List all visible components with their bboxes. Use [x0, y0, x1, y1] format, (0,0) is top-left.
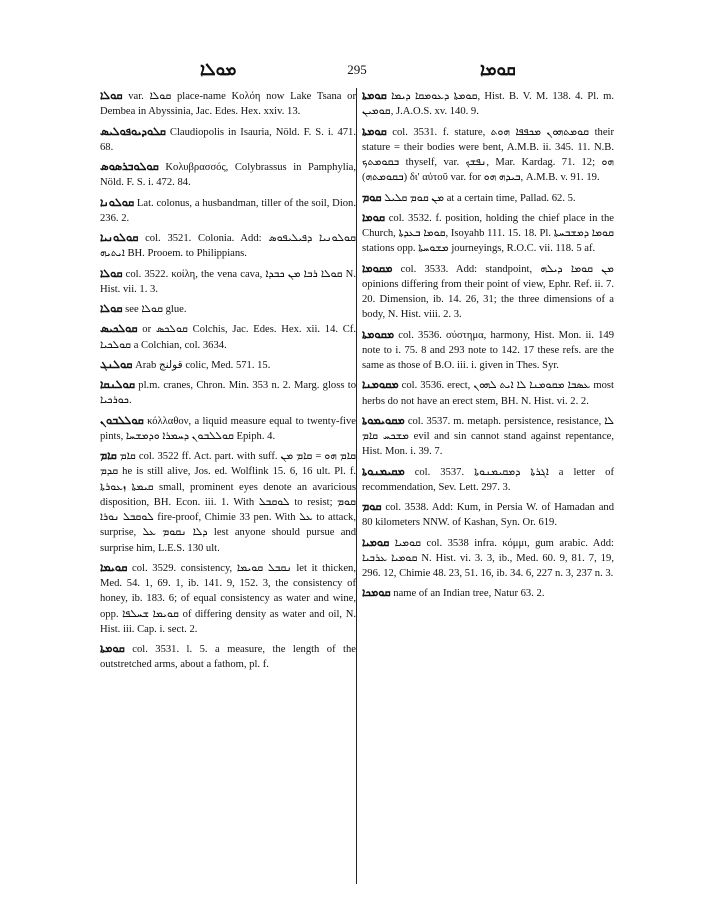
- entry: [100, 195, 356, 227]
- entry-text: col. 3532. f. position, holding the chief place in the Church, ܩܘܡܐ ܒܥܕܬܐ, Isoyahb 111. 15. 18. Pl. ܩܘܡܐ ܕܡܫܒܚܬܐ stations opp. ܡܫܘܚܬܐ journeyings, R.O.C. vii. 118. 5 af.: [362, 212, 615, 255]
- entry-headword: ܩܘܠܟܝܣ: [100, 322, 138, 336]
- entry-headword: ܩܘܡܬܐ: [100, 642, 125, 655]
- entry: [362, 261, 614, 323]
- entry-text: col. 3538. Add: Kum, in Persia W. of Hamadan and 80 kilometers NNW. of Kashan, Syn. Or. 619.: [362, 502, 614, 529]
- entry-text: ܩܘܡܝܐ col. 3538 infra. κόμμι, gum arabic. Add: ܩܘܡܝܐ ܥܪܒܝܐ N. Hist. vi. 3. 3, ib., Med. 60. 9, 81. 7, 19, 296. 12, Chimie 48. 23, 51. 16, ib. 34. 6, 227 n. 3, 237 n. 3.: [362, 537, 614, 579]
- page-number: 295: [347, 62, 367, 77]
- left-column: [100, 88, 356, 677]
- entry-headword: ܩܐܡ: [100, 449, 117, 462]
- entry: [100, 357, 356, 373]
- entry: [362, 464, 614, 496]
- entry: [362, 413, 614, 460]
- entry-text: ܩܘܡܬܐ ܕܥܘܡܩܐ ܕܝܡܐ, Hist. B. V. M. 138. 4. Pl. m. ܩܘܡܝܢ, J.A.O.S. xv. 140. 9.: [362, 91, 614, 118]
- entry: [362, 499, 614, 531]
- entry: [100, 641, 356, 673]
- entry-headword: ܡܩܘܝܡܘܬܐ: [362, 413, 405, 427]
- entry-headword: ܩܘܠܠܒܘܢ: [100, 413, 144, 427]
- entry-text: col. 3531. l. 5. a measure, the length of the outstretched arms, about a fathom, pl. f.: [100, 644, 356, 671]
- entry: [362, 124, 614, 186]
- entry-text: col. 3522. κοίλη, the vena cava, ܩܘܠܐ ܪܒܐ ܡܢ ܟܒܕܐ N. Hist. vii. 1. 3.: [100, 268, 356, 295]
- entry-headword: ܩܘܡܬܐ: [362, 89, 387, 102]
- entry: [362, 88, 614, 120]
- entry: [362, 377, 614, 409]
- column-divider: [356, 88, 357, 884]
- entry: [100, 301, 356, 317]
- entry: [100, 230, 356, 262]
- entry-headword: ܩܘܠܐ: [100, 266, 123, 280]
- entry-text: col. 3531. f. stature, ܩܘܡܬܗܘܢ ܡܟܦܦܐ ܗܘܬ their stature = their bodies were bent, A.M.B. ii. 345. 11. N.B. ܒܩܘܡܬܟ thyself, var. ܢܦܫܟ, Mar. Kardag. 71. 12; ܗܘ (ܒܩܘܡܬܗ) δι' αὐτοῦ var. for ܒܝܕܗ ܗܘ, A.M.B. v. 91. 19.: [362, 126, 614, 184]
- entry: [100, 413, 356, 445]
- entry-text: ܡܢ ܩܘܡ ܩܠܝܠ at a certain time, Pallad. 62. 5.: [384, 192, 576, 204]
- entry-headword: ܩܠܘܕܝܘܦܘܠܝܣ: [100, 124, 166, 138]
- entry-text: κόλλαθον, a liquid measure equal to twenty-five pints, ܩܘܠܠܒܘܢ ܕܚܡܪܐ ܘܕܡܫܚܐ Epiph. 4.: [100, 415, 356, 442]
- entry-text: var. ܩܘܠܐ place-name Κολόη now Lake Tsana or Dembea in Abyssinia, Jac. Edes. Hex. xxiv. 13.: [100, 91, 357, 118]
- entry-headword: ܩܘܝܡܐ: [100, 560, 128, 574]
- entry: [100, 159, 356, 191]
- entry: [100, 377, 356, 409]
- entry-headword: ܩܘܠܘܒܪܣܘܣ: [100, 160, 159, 173]
- entry-headword: ܩܘܡܟܐ: [362, 586, 391, 600]
- entry-text: col. 3536. erect, ܥܣܒܐ ܡܩܘܡܢܐ ܠܐ ܐܝܬ ܠܗܘܢ most herbs do not have an erect stem, BH. N. Hist. vi. 2. 2.: [362, 380, 614, 407]
- entry-text: or ܩܘܠܟܣ Colchis, Jac. Edes. Hex. xii. 14. Cf. ܩܘܠܟܝܐ a Colchian, col. 3634.: [100, 324, 356, 351]
- entry-headword: ܩܘܠܘܢܝܐ: [100, 231, 139, 244]
- entry: [100, 560, 356, 637]
- entry-headword: ܩܘܡܝܐ: [362, 535, 390, 549]
- entry: [362, 190, 614, 206]
- entry: [100, 321, 356, 353]
- entry-headword: ܩܘܠܢܓ: [100, 357, 133, 371]
- entry-text: col. 3533. Add: standpoint, ܡܢ ܩܘܡܐ ܕܝܠܗ opinions differing from their point of view, Ephr. Ref. ii. 7. 20. Dimension, ib. 14. 26, 31; the three dimensions of a body, N. Hist. viii. 2. 3.: [362, 263, 614, 321]
- entry-text: pl.m. cranes, Chron. Min. 353 n. 2. Marg. gloss to ܟܘܪܟܝܐ.: [100, 380, 356, 407]
- entry-headword: ܡܩܝܡܢܘܬܐ: [362, 464, 405, 478]
- entry: [362, 210, 614, 257]
- header-right-word: ܩܘܡܐ: [480, 60, 516, 80]
- entry-text: col. 3537. m. metaph. persistence, resistance, ܠܐ ܡܫܟܚ ܩܐܡ evil and sin cannot stand against repentance, Hist. Mon. i. 39. 7.: [362, 415, 614, 458]
- entry: [100, 124, 356, 156]
- entry-headword: ܩܘܡ: [362, 190, 382, 204]
- entry-headword: ܩܘܠܢܩܐ: [100, 378, 135, 391]
- entry-text: ܩܐܡ col. 3522 ff. Act. part. with suff. ܩܐܡ ܗܘ = ܩܐܡ ܡܢ ܩܕܡ he is still alive, Jos. ed. Wolflink 15. 6, 16 ult. Pl. f. ܩܝܡܬܐ ܙܥܘܪܬܐ small, prominent eyes denote an avaricious disposition, BH. Econ. iii. 1. With ܠܘܩܒܠ to resist; ܩܘܡ ܠܘܩܒܠ ܢܘܪܐ fire-proof, Chimie 33 pen. With ܥܠ to attack, surprise, ܕܠܐ ܢܩܘܡ ܥܠ lest anyone should pursue and surprise him, L.E.S. 130 ult.: [100, 451, 357, 554]
- entry: [100, 448, 356, 556]
- entry-headword: ܡܩܘܡܢܐ: [362, 378, 399, 392]
- entry: [362, 585, 614, 601]
- entry-text: see ܩܘܠܐ glue.: [125, 304, 187, 315]
- right-column: [362, 88, 614, 606]
- header-left-word: ܡܘܠܐ: [200, 60, 237, 80]
- running-header: [100, 60, 614, 82]
- entry-text: Lat. colonus, a husbandman, tiller of the soil, Dion. 236. 2.: [100, 197, 357, 224]
- entry-headword: ܡܩܘܡܐ: [362, 261, 393, 275]
- entry-text: Claudiopolis in Isauria, Nöld. F. S. i. 471. 68.: [100, 126, 356, 153]
- entry: [100, 266, 356, 298]
- entry-headword: ܩܘܡܬܐ: [362, 124, 387, 138]
- entry-headword: ܩܘܠܐ: [100, 302, 123, 315]
- entry-headword: ܩܘܠܘܢܐ: [100, 195, 135, 209]
- entry-headword: ܡܩܘܡܬܐ: [362, 327, 395, 341]
- entry-headword: ܩܘܡܐ: [362, 210, 386, 224]
- entry-text: col. 3537. ܐܓܪܬܐ ܕܡܩܝܡܢܘܬܐ a letter of recommendation, Sev. Lett. 297. 3.: [362, 466, 615, 493]
- entry-text: col. 3529. consistency, ܢܩܒܠ ܩܘܝܡܐ let it thicken, Med. 54. 1, 69. 1, ib. 141. 9, 152. 3, the consistency of honey, ib. 183. 6; of equal consistency as water and wine, opp. ܩܘܝܡܐ ܫܚܠܦܐ of differing density as water and oil, N. Hist. iii. Cap. i. sect. 2.: [100, 562, 356, 635]
- entry: [100, 88, 356, 120]
- entry-text: name of an Indian tree, Natur 63. 2.: [393, 588, 545, 600]
- entry: [362, 535, 614, 582]
- entry: [362, 327, 614, 374]
- entry-text: col. 3521. Colonia. Add: ܩܘܠܘܢܝܐ ܕܦܝܠܝܦܘܣ ܐܝܬܝܗ BH. Prooem. to Philippians.: [100, 233, 356, 260]
- entry-headword: ܩܘܡ: [362, 500, 382, 513]
- entry-text: Κολυβρασσός, Colybrassus in Pamphylia, Nöld. F. S. i. 472. 84.: [100, 162, 356, 189]
- entry-text: Arab قولنج colic, Med. 571. 15.: [135, 359, 271, 371]
- entry-headword: ܩܘܠܐ: [100, 89, 123, 102]
- entry-text: col. 3536. σύστημα, harmony, Hist. Mon. ii. 149 note to i. 75. 8 and 293 note to 142. 17 these refs. are the same as those of B.O. iii. i. given in Thes. Syr.: [362, 329, 614, 371]
